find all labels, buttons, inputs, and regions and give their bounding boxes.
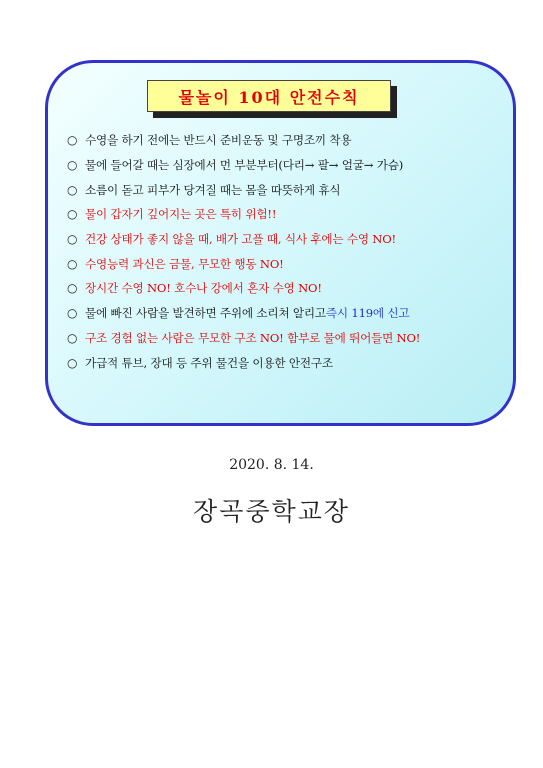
rule-item [67, 350, 507, 375]
rule-text: 수영을 하기 전에는 반드시 준비운동 및 구명조끼 착용 [85, 133, 352, 148]
rule-text: 건강 상태가 좋지 않을 때, 배가 고플 때, 식사 후에는 수영 NO! [85, 232, 397, 247]
circle-bullet-icon: ○ [67, 182, 78, 197]
rule-item [67, 326, 507, 351]
rule-text: 즉시 119에 신고 [325, 306, 410, 321]
rule-item [67, 177, 507, 202]
circle-bullet-icon: ○ [67, 158, 78, 173]
rule-text: 물이 갑자기 깊어지는 곳은 특히 위험!! [85, 207, 277, 222]
rule-text: 가급적 튜브, 장대 등 주위 물건을 이용한 안전구조 [85, 355, 333, 370]
rule-text: 물에 들어갈 때는 심장에서 먼 부분부터(다리→ 팔→ 얼굴→ 가슴) [85, 158, 404, 173]
rule-item [67, 227, 507, 252]
rule-text: 물에 빠진 사람을 발견하면 주위에 소리쳐 알리고 [85, 306, 326, 321]
rule-item [67, 153, 507, 178]
circle-bullet-icon: ○ [67, 306, 78, 321]
safety-rules-list [67, 128, 507, 375]
title-box [147, 80, 391, 112]
circle-bullet-icon: ○ [67, 133, 78, 148]
circle-bullet-icon: ○ [67, 232, 78, 247]
rule-item [67, 128, 507, 153]
rule-item [67, 301, 507, 326]
rule-text: 장시간 수영 NO! 호수나 강에서 혼자 수영 NO! [85, 281, 322, 296]
page-title: 물놀이 10대 안전수칙 [147, 80, 391, 112]
circle-bullet-icon: ○ [67, 256, 78, 271]
circle-bullet-icon: ○ [67, 281, 78, 296]
rule-text: 구조 경험 없는 사람은 무모한 구조 NO! 함부로 물에 뛰어들면 NO! [85, 330, 421, 345]
circle-bullet-icon: ○ [67, 207, 78, 222]
rule-item [67, 202, 507, 227]
rule-text: 수영능력 과신은 금물, 무모한 행동 NO! [85, 256, 284, 271]
rule-text: 소름이 돋고 피부가 당겨질 때는 몸을 따뜻하게 휴식 [85, 182, 341, 197]
signer-name: 장곡중학교장 [193, 497, 350, 526]
circle-bullet-icon: ○ [67, 330, 78, 345]
rule-item [67, 276, 507, 301]
rule-item [67, 251, 507, 276]
circle-bullet-icon: ○ [67, 355, 78, 370]
notice-date: 2020. 8. 14. [229, 457, 314, 473]
